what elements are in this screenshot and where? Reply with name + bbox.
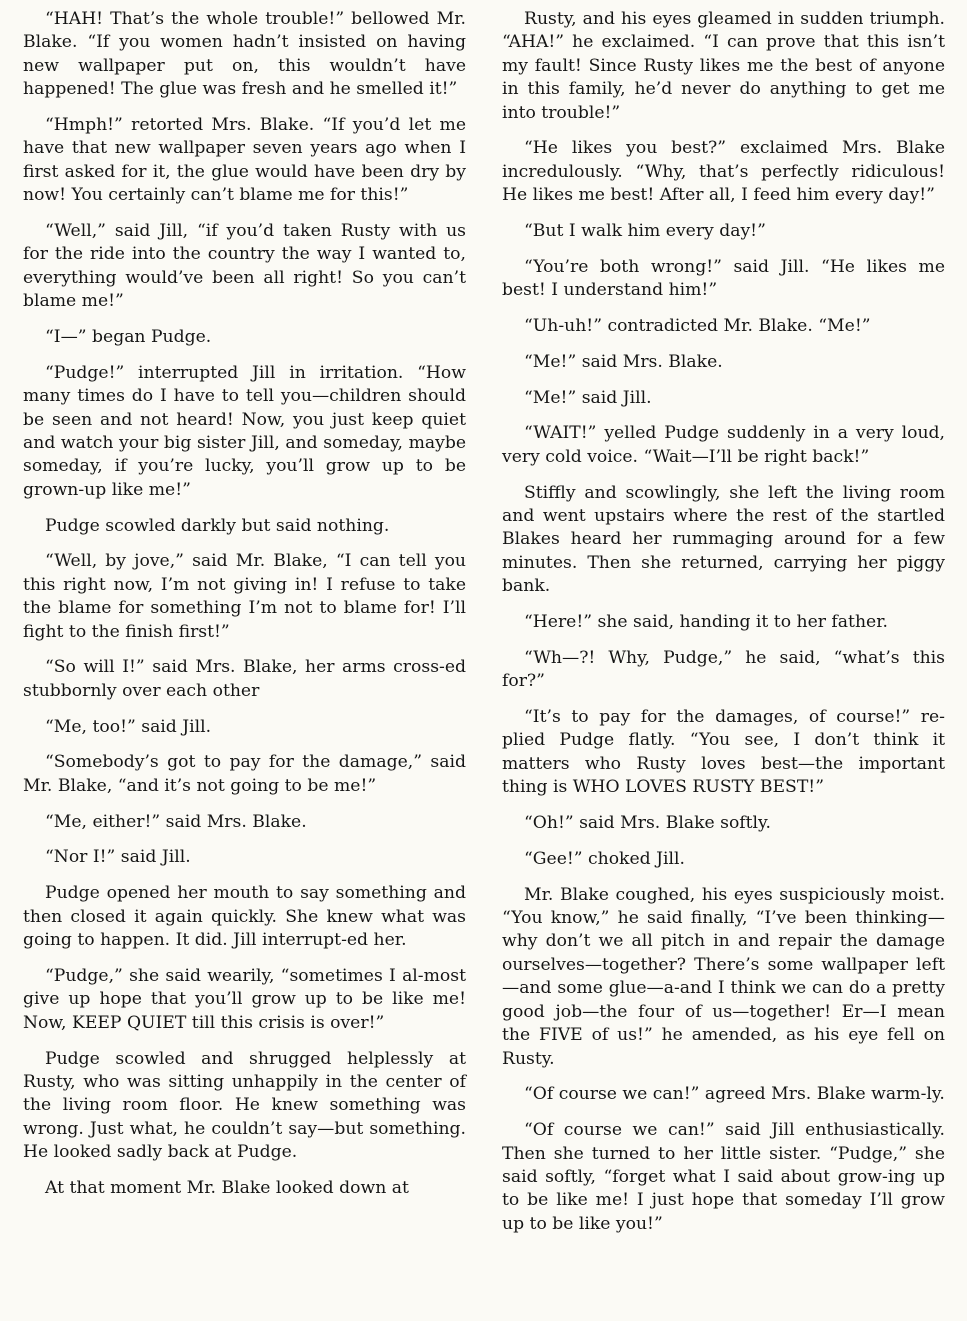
paragraph: “Here!” she said, handing it to her father. bbox=[524, 612, 888, 633]
paragraph: “I—” began Pudge. bbox=[45, 327, 212, 348]
paragraph: “Hmph!” retorted Mrs. Blake. “If you’d let me have that new wallpaper seven years ago when I first asked for it, the glue would have been dry by now! You certainly can’t blame me for this!” bbox=[23, 115, 466, 206]
paragraph: “Pudge!” interrupted Jill in irritation. “How many times do I have to tell you—children should be seen and not heard! Now, you just keep quiet and watch your big sister Jill, and someday, maybe someday, if you’re lucky, you’ll grow up to be grown-up like me!” bbox=[23, 362, 466, 500]
paragraph: Mr. Blake coughed, his eyes suspiciously moist. “You know,” he said finally, “I’ve been thinking—why don’t we all pitch in and repair the damage ourselves—together? There’s some wallpaper left—and some glue—a-and I think we can do a pretty good job—the four of us—together! Er—I mean the FIVE of us!” he amended, as his eye fell on Rusty. bbox=[502, 884, 945, 1069]
paragraph: “Pudge,” she said wearily, “sometimes I al-most give up hope that you’ll grow up to be like me! Now, KEEP QUIET till this crisis is over!” bbox=[23, 965, 466, 1033]
paragraph: “Of course we can!” agreed Mrs. Blake warm-ly. bbox=[524, 1084, 945, 1105]
paragraph: “Well, by jove,” said Mr. Blake, “I can tell you this right now, I’m not giving in! I refuse to take the blame for something I’m not to blame for! I’ll fight to the finish first!” bbox=[23, 551, 466, 642]
paragraph: “Me, too!” said Jill. bbox=[45, 716, 212, 737]
paragraph: Stiffly and scowlingly, she left the living room and went upstairs where the rest of the startled Blakes heard her rummaging around for a few minutes. Then she returned, carrying her piggy bank. bbox=[502, 482, 945, 597]
right-text-column bbox=[502, 8, 945, 1249]
paragraph: “He likes you best?” exclaimed Mrs. Blake incredulously. “Why, that’s perfectly ridiculous! He likes me best! After all, I feed him every day!” bbox=[502, 138, 945, 206]
paragraph: “Me!” said Jill. bbox=[524, 387, 652, 408]
paragraph: “It’s to pay for the damages, of course!” re-plied Pudge flatly. “You see, I don’t think it matters who Rusty loves best—the important thing is WHO LOVES RUSTY BEST!” bbox=[502, 707, 945, 798]
paragraph: “Me, either!” said Mrs. Blake. bbox=[45, 811, 307, 832]
paragraph: “Somebody’s got to pay for the damage,” said Mr. Blake, “and it’s not going to be me!” bbox=[23, 752, 466, 796]
paragraph: “You’re both wrong!” said Jill. “He likes me best! I understand him!” bbox=[502, 256, 945, 301]
paragraph: Rusty, and his eyes gleamed in sudden triumph. “AHA!” he exclaimed. “I can prove that this isn’t my fault! Since Rusty likes me the best of anyone in this family, he’d never do anything to get me into trouble!” bbox=[502, 9, 945, 123]
paragraph: “Uh-uh!” contradicted Mr. Blake. “Me!” bbox=[524, 316, 871, 337]
paragraph: “WAIT!” yelled Pudge suddenly in a very loud, very cold voice. “Wait—I’ll be right back!” bbox=[502, 423, 945, 467]
paragraph: “Nor I!” said Jill. bbox=[45, 847, 191, 868]
paragraph: Pudge scowled darkly but said nothing. bbox=[45, 515, 390, 536]
paragraph: Pudge scowled and shrugged helplessly at Rusty, who was sitting unhappily in the center of the living room floor. He knew something was wrong. Just what, he couldn’t say—but something. He looked sadly back at Pudge. bbox=[23, 1048, 466, 1163]
left-text-column bbox=[23, 8, 466, 1213]
paragraph: “But I walk him every day!” bbox=[524, 221, 766, 242]
paragraph: “Well,” said Jill, “if you’d taken Rusty with us for the ride into the country the way I wanted to, everything would’ve been all right! So you can’t blame me!” bbox=[23, 221, 466, 312]
paragraph: “So will I!” said Mrs. Blake, her arms cross-ed stubbornly over each other bbox=[23, 657, 466, 701]
paragraph: “Gee!” choked Jill. bbox=[524, 848, 685, 869]
paragraph: “HAH! That’s the whole trouble!” bellowed Mr. Blake. “If you women hadn’t insisted on having new wallpaper put on, this wouldn’t have happened! The glue was fresh and he smelled it!” bbox=[23, 9, 466, 100]
paragraph: “Of course we can!” said Jill enthusiastically. Then she turned to her little sister. “Pudge,” she said softly, “forget what I said about grow-ing up to be like me! I just hope that someday I’ll grow up to be like you!” bbox=[502, 1120, 945, 1234]
paragraph: “Wh—?! Why, Pudge,” he said, “what’s this for?” bbox=[502, 647, 945, 692]
paragraph: “Oh!” said Mrs. Blake softly. bbox=[524, 813, 771, 834]
paragraph: At that moment Mr. Blake looked down at bbox=[45, 1177, 409, 1198]
paragraph: “Me!” said Mrs. Blake. bbox=[524, 351, 723, 372]
paragraph: Pudge opened her mouth to say something and then closed it again quickly. She knew what was going to happen. It did. Jill interrupt-ed her. bbox=[23, 883, 466, 951]
